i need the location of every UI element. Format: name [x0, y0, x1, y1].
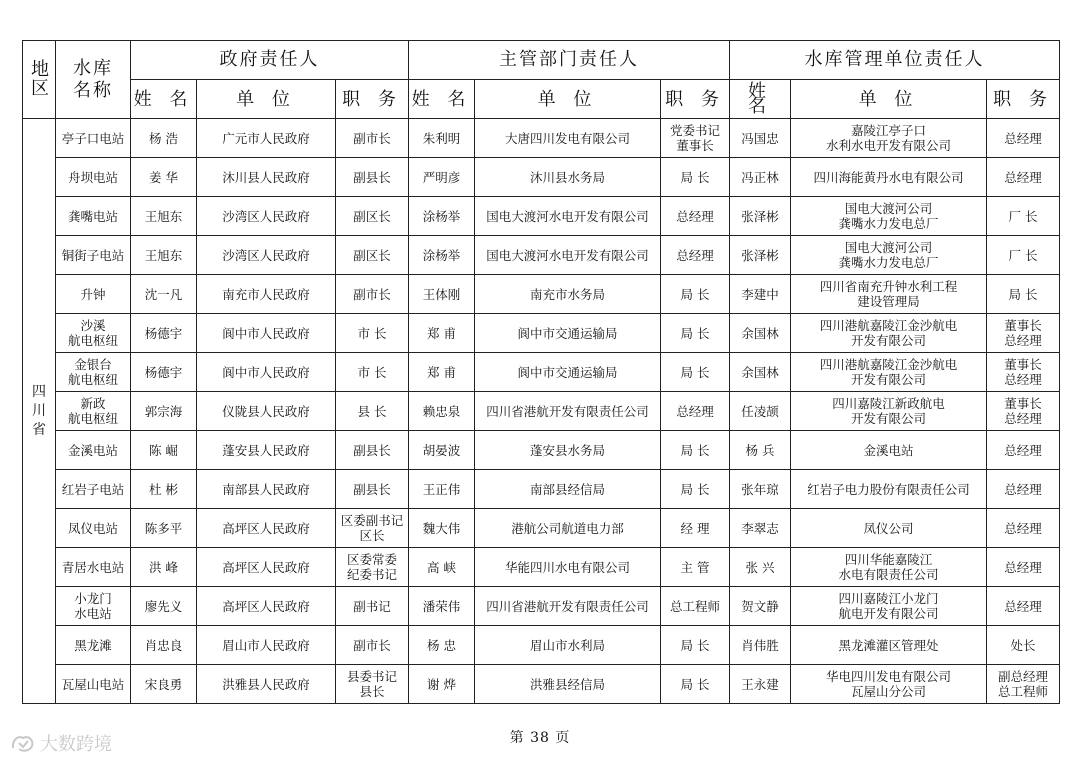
cell-gov-post: 副市长: [336, 626, 409, 665]
cell-dept-name: 魏大伟: [409, 509, 475, 548]
cell-dept-post: 党委书记 董事长: [661, 119, 730, 158]
cell-dept-post: 局 长: [661, 314, 730, 353]
table-row: [23, 509, 1060, 548]
header-region: 地区: [23, 41, 56, 119]
cell-dept-post: 经 理: [661, 509, 730, 548]
cell-gov-post: 市 长: [336, 353, 409, 392]
cell-reservoir: 金溪电站: [56, 431, 131, 470]
header-row-groups: [23, 41, 1060, 80]
cell-gov-unit: 高坪区人民政府: [197, 548, 336, 587]
header-gov-group: 政府责任人: [131, 41, 409, 80]
cell-mgmt-post: 董事长 总经理: [987, 392, 1060, 431]
cell-dept-post: 局 长: [661, 353, 730, 392]
cell-mgmt-name: 冯正林: [730, 158, 791, 197]
cell-dept-name: 王正伟: [409, 470, 475, 509]
cell-dept-unit: 阆中市交通运输局: [475, 353, 661, 392]
cell-dept-post: 总经理: [661, 236, 730, 275]
cell-dept-name: 高 峡: [409, 548, 475, 587]
cell-dept-unit: 南充市水务局: [475, 275, 661, 314]
cell-gov-unit: 沙湾区人民政府: [197, 236, 336, 275]
table-row: [23, 431, 1060, 470]
watermark: [10, 730, 112, 756]
cell-mgmt-post: 厂 长: [987, 236, 1060, 275]
header-dept-group: 主管部门责任人: [409, 41, 730, 80]
cell-dept-post: 局 长: [661, 470, 730, 509]
cell-gov-post: 副县长: [336, 431, 409, 470]
header-dept-name: 姓 名: [409, 80, 475, 119]
cell-reservoir: 舟坝电站: [56, 158, 131, 197]
page-number: 第 38 页: [509, 730, 571, 746]
cell-dept-unit: 眉山市水利局: [475, 626, 661, 665]
cell-gov-unit: 高坪区人民政府: [197, 587, 336, 626]
cell-dept-name: 郑 甫: [409, 353, 475, 392]
cell-gov-post: 县委书记 县长: [336, 665, 409, 704]
cell-mgmt-name: 李建中: [730, 275, 791, 314]
header-mgmt-name: 姓 名: [730, 80, 791, 119]
header-reservoir: 水库名称: [56, 41, 131, 119]
region-cell: [23, 119, 56, 704]
cell-reservoir: 新政 航电枢纽: [56, 392, 131, 431]
cell-mgmt-name: 张年琼: [730, 470, 791, 509]
cell-gov-unit: 阆中市人民政府: [197, 314, 336, 353]
cell-dept-post: 总经理: [661, 197, 730, 236]
cell-reservoir: 亭子口电站: [56, 119, 131, 158]
cell-mgmt-post: 总经理: [987, 158, 1060, 197]
cell-gov-post: 副区长: [336, 197, 409, 236]
cell-mgmt-unit: 四川港航嘉陵江金沙航电 开发有限公司: [791, 314, 987, 353]
cell-gov-unit: 阆中市人民政府: [197, 353, 336, 392]
cell-dept-post: 总工程师: [661, 587, 730, 626]
header-dept-unit: 单 位: [475, 80, 661, 119]
cell-reservoir: 凤仪电站: [56, 509, 131, 548]
cell-dept-name: 潘荣伟: [409, 587, 475, 626]
cell-mgmt-post: 董事长 总经理: [987, 314, 1060, 353]
cell-gov-name: 杨 浩: [131, 119, 197, 158]
header-row-fields: [23, 80, 1060, 119]
header-gov-unit: 单 位: [197, 80, 336, 119]
watermark-text: 大数跨境: [40, 734, 112, 755]
cell-reservoir: 金银台 航电枢纽: [56, 353, 131, 392]
cell-mgmt-unit: 红岩子电力股份有限责任公司: [791, 470, 987, 509]
cell-dept-name: 王体刚: [409, 275, 475, 314]
cell-mgmt-post: 总经理: [987, 470, 1060, 509]
cell-dept-unit: 洪雅县经信局: [475, 665, 661, 704]
cell-reservoir: 小龙门 水电站: [56, 587, 131, 626]
cell-dept-unit: 南部县经信局: [475, 470, 661, 509]
table-row: [23, 392, 1060, 431]
cell-mgmt-unit: 四川省南充升钟水利工程 建设管理局: [791, 275, 987, 314]
table-row: [23, 197, 1060, 236]
cell-mgmt-unit: 四川嘉陵江小龙门 航电开发有限公司: [791, 587, 987, 626]
header-mgmt-post: 职 务: [987, 80, 1060, 119]
cell-gov-unit: 高坪区人民政府: [197, 509, 336, 548]
cell-dept-post: 局 长: [661, 275, 730, 314]
table-row: [23, 587, 1060, 626]
table-row: [23, 548, 1060, 587]
cell-gov-unit: 蓬安县人民政府: [197, 431, 336, 470]
cell-mgmt-unit: 凤仪公司: [791, 509, 987, 548]
cell-mgmt-post: 局 长: [987, 275, 1060, 314]
cell-dept-name: 杨 忠: [409, 626, 475, 665]
cell-gov-post: 副区长: [336, 236, 409, 275]
cell-dept-name: 严明彦: [409, 158, 475, 197]
cell-gov-unit: 沙湾区人民政府: [197, 197, 336, 236]
cell-dept-post: 主 管: [661, 548, 730, 587]
cell-gov-post: 区委副书记 区长: [336, 509, 409, 548]
cell-mgmt-unit: 四川港航嘉陵江金沙航电 开发有限公司: [791, 353, 987, 392]
cell-mgmt-name: 肖伟胜: [730, 626, 791, 665]
cell-gov-post: 副市长: [336, 275, 409, 314]
cell-reservoir: 升钟: [56, 275, 131, 314]
cell-reservoir: 龚嘴电站: [56, 197, 131, 236]
cell-mgmt-unit: 华电四川发电有限公司 瓦屋山分公司: [791, 665, 987, 704]
cell-dept-unit: 华能四川水电有限公司: [475, 548, 661, 587]
cell-gov-unit: 仪陇县人民政府: [197, 392, 336, 431]
cell-gov-unit: 洪雅县人民政府: [197, 665, 336, 704]
cell-gov-name: 沈一凡: [131, 275, 197, 314]
cell-dept-post: 局 长: [661, 626, 730, 665]
cell-dept-name: 涂杨举: [409, 236, 475, 275]
cell-mgmt-name: 贺文静: [730, 587, 791, 626]
table-row: [23, 314, 1060, 353]
cell-reservoir: 青居水电站: [56, 548, 131, 587]
cell-mgmt-unit: 黑龙滩灌区管理处: [791, 626, 987, 665]
cell-gov-name: 杨德宇: [131, 314, 197, 353]
cell-dept-post: 局 长: [661, 431, 730, 470]
cell-dept-unit: 国电大渡河水电开发有限公司: [475, 236, 661, 275]
cell-mgmt-unit: 金溪电站: [791, 431, 987, 470]
cell-reservoir: 黑龙滩: [56, 626, 131, 665]
cell-dept-post: 局 长: [661, 158, 730, 197]
cell-dept-name: 郑 甫: [409, 314, 475, 353]
cell-dept-name: 谢 烨: [409, 665, 475, 704]
cell-mgmt-unit: 四川嘉陵江新政航电 开发有限公司: [791, 392, 987, 431]
cell-gov-name: 宋良勇: [131, 665, 197, 704]
header-mgmt-group: 水库管理单位责任人: [730, 41, 1060, 80]
cell-gov-post: 副县长: [336, 470, 409, 509]
table-row: [23, 275, 1060, 314]
cell-mgmt-post: 总经理: [987, 548, 1060, 587]
cell-gov-name: 肖忠良: [131, 626, 197, 665]
table-row: [23, 119, 1060, 158]
table-row: [23, 470, 1060, 509]
cell-mgmt-name: 李翠志: [730, 509, 791, 548]
cell-gov-name: 洪 峰: [131, 548, 197, 587]
watermark-logo-icon: [10, 732, 36, 754]
cell-reservoir: 瓦屋山电站: [56, 665, 131, 704]
cell-gov-name: 姜 华: [131, 158, 197, 197]
cell-gov-post: 副市长: [336, 119, 409, 158]
cell-dept-unit: 大唐四川发电有限公司: [475, 119, 661, 158]
cell-gov-unit: 沐川县人民政府: [197, 158, 336, 197]
cell-mgmt-post: 董事长 总经理: [987, 353, 1060, 392]
cell-dept-unit: 阆中市交通运输局: [475, 314, 661, 353]
cell-gov-name: 陈 崛: [131, 431, 197, 470]
cell-mgmt-name: 王永建: [730, 665, 791, 704]
cell-mgmt-post: 总经理: [987, 119, 1060, 158]
cell-gov-name: 廖先义: [131, 587, 197, 626]
cell-mgmt-post: 总经理: [987, 587, 1060, 626]
cell-gov-name: 王旭东: [131, 197, 197, 236]
cell-dept-unit: 港航公司航道电力部: [475, 509, 661, 548]
cell-mgmt-unit: 嘉陵江亭子口 水利水电开发有限公司: [791, 119, 987, 158]
cell-gov-post: 副书记: [336, 587, 409, 626]
header-gov-post: 职 务: [336, 80, 409, 119]
cell-mgmt-post: 厂 长: [987, 197, 1060, 236]
header-gov-name: 姓 名: [131, 80, 197, 119]
table-row: [23, 626, 1060, 665]
cell-mgmt-name: 冯国忠: [730, 119, 791, 158]
cell-mgmt-post: 总经理: [987, 431, 1060, 470]
cell-reservoir: 沙溪 航电枢纽: [56, 314, 131, 353]
cell-dept-post: 总经理: [661, 392, 730, 431]
table-row: [23, 353, 1060, 392]
cell-mgmt-name: 杨 兵: [730, 431, 791, 470]
cell-dept-name: 涂杨举: [409, 197, 475, 236]
cell-mgmt-name: 任凌颉: [730, 392, 791, 431]
cell-dept-post: 局 长: [661, 665, 730, 704]
cell-reservoir: 红岩子电站: [56, 470, 131, 509]
cell-mgmt-name: 张 兴: [730, 548, 791, 587]
cell-mgmt-post: 副总经理 总工程师: [987, 665, 1060, 704]
table-row: [23, 665, 1060, 704]
cell-gov-name: 郭宗海: [131, 392, 197, 431]
cell-gov-name: 杜 彬: [131, 470, 197, 509]
cell-gov-name: 王旭东: [131, 236, 197, 275]
cell-mgmt-unit: 四川海能黄丹水电有限公司: [791, 158, 987, 197]
header-dept-post: 职 务: [661, 80, 730, 119]
cell-dept-unit: 四川省港航开发有限责任公司: [475, 392, 661, 431]
cell-dept-unit: 国电大渡河水电开发有限公司: [475, 197, 661, 236]
responsibility-table: [22, 40, 1060, 704]
cell-gov-unit: 南部县人民政府: [197, 470, 336, 509]
region-value: 四川省: [32, 383, 46, 438]
cell-mgmt-post: 总经理: [987, 509, 1060, 548]
header-mgmt-unit: 单 位: [791, 80, 987, 119]
cell-dept-unit: 沐川县水务局: [475, 158, 661, 197]
cell-mgmt-name: 余国林: [730, 353, 791, 392]
cell-gov-unit: 眉山市人民政府: [197, 626, 336, 665]
cell-gov-post: 县 长: [336, 392, 409, 431]
cell-mgmt-post: 处长: [987, 626, 1060, 665]
cell-reservoir: 铜街子电站: [56, 236, 131, 275]
cell-mgmt-name: 余国林: [730, 314, 791, 353]
cell-gov-post: 市 长: [336, 314, 409, 353]
table-row: [23, 236, 1060, 275]
cell-mgmt-unit: 国电大渡河公司 龚嘴水力发电总厂: [791, 197, 987, 236]
cell-mgmt-name: 张泽彬: [730, 236, 791, 275]
cell-dept-unit: 蓬安县水务局: [475, 431, 661, 470]
cell-gov-unit: 广元市人民政府: [197, 119, 336, 158]
cell-mgmt-name: 张泽彬: [730, 197, 791, 236]
cell-gov-post: 副县长: [336, 158, 409, 197]
cell-gov-name: 杨德宇: [131, 353, 197, 392]
cell-dept-unit: 四川省港航开发有限责任公司: [475, 587, 661, 626]
cell-gov-post: 区委常委 纪委书记: [336, 548, 409, 587]
cell-dept-name: 朱利明: [409, 119, 475, 158]
cell-dept-name: 赖忠泉: [409, 392, 475, 431]
cell-gov-name: 陈多平: [131, 509, 197, 548]
cell-gov-unit: 南充市人民政府: [197, 275, 336, 314]
cell-mgmt-unit: 国电大渡河公司 龚嘴水力发电总厂: [791, 236, 987, 275]
cell-mgmt-unit: 四川华能嘉陵江 水电有限责任公司: [791, 548, 987, 587]
table-row: [23, 158, 1060, 197]
cell-dept-name: 胡晏波: [409, 431, 475, 470]
